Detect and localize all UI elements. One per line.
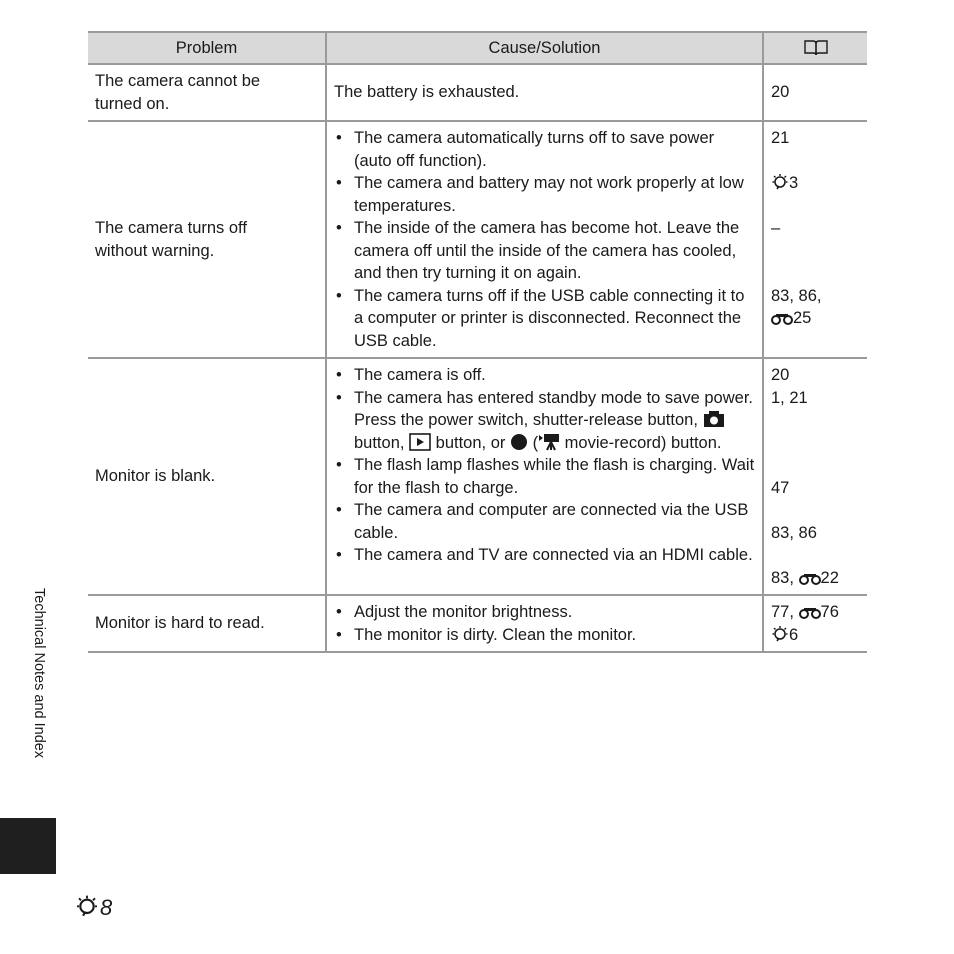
reference-link-icon [771,312,793,326]
record-icon [510,433,528,451]
camera-icon [703,410,725,428]
reference-cell [763,121,867,358]
play-icon [409,433,431,451]
cause-item: • The monitor is dirty. Clean the monitor. [334,624,755,647]
cause-item: • The flash lamp flashes while the flash is charging. Wait for the flash to charge. [334,454,755,499]
cause-cell: The battery is exhausted. [326,64,763,121]
reference-link-icon [799,606,821,620]
page-ref: 3 [771,172,860,195]
page-ref: 21 [771,129,790,147]
table-row [88,595,867,652]
problem-cell: Monitor is hard to read. [88,595,326,652]
page-ref: 47 [771,478,790,497]
page-ref: 77, 76 [771,603,839,621]
page-ref: 6 [771,624,860,647]
section-tab-marker [0,818,56,874]
cause-cell [326,595,763,652]
page-ref: 25 [771,307,860,330]
cause-item: • The camera is off. [334,364,755,387]
header-reference [763,32,867,64]
page-ref: – [771,219,781,237]
tip-icon [771,624,789,642]
reference-link-icon [799,572,821,586]
table-row [88,358,867,595]
reference-cell: 20 [763,64,867,121]
reference-cell [763,358,867,595]
table-row [88,121,867,358]
cause-item: • Adjust the monitor brightness. [334,601,755,624]
problem-cell: The camera turns off without warning. [88,121,326,358]
page-number: 8 [74,893,112,921]
page-ref: 83, 22 [771,568,839,587]
reference-cell [763,595,867,652]
header-problem: Problem [88,32,326,64]
movie-icon [538,433,560,451]
tip-icon [771,172,789,190]
table-header-row [88,32,867,64]
cause-item: • The camera turns off if the USB cable connecting it to a computer or printer is disconnected. Reconnect the USB cable. [334,285,755,353]
page-ref: 20 [771,366,790,384]
troubleshooting-table [88,31,867,653]
table-row [88,64,867,121]
cause-item: • The inside of the camera has become hot. Leave the camera off until the inside of the camera has cooled, and then try turning it on again. [334,217,755,285]
cause-item: • The camera and TV are connected via an HDMI cable. [334,544,755,567]
section-tab-label: Technical Notes and Index [31,588,47,759]
header-cause-solution: Cause/Solution [326,32,763,64]
cause-item: • The camera automatically turns off to save power (auto off function). [334,127,755,172]
tip-icon [74,893,100,917]
cause-cell [326,358,763,595]
cause-item: • The camera and computer are connected via the USB cable. [334,499,755,544]
problem-cell: The camera cannot be turned on. [88,64,326,121]
cause-cell [326,121,763,358]
page-ref: 83, 86 [771,523,817,542]
problem-cell: Monitor is blank. [88,358,326,595]
book-icon [803,39,829,57]
page-ref: 83, 86, [771,286,822,305]
page-ref: 1, 21 [771,388,808,407]
cause-item: • The camera and battery may not work properly at low temperatures. [334,172,755,217]
cause-item: • The camera has entered standby mode to save power. Press the power switch, shutter-release button, button, button, or ( movie-record) button. [334,387,755,455]
